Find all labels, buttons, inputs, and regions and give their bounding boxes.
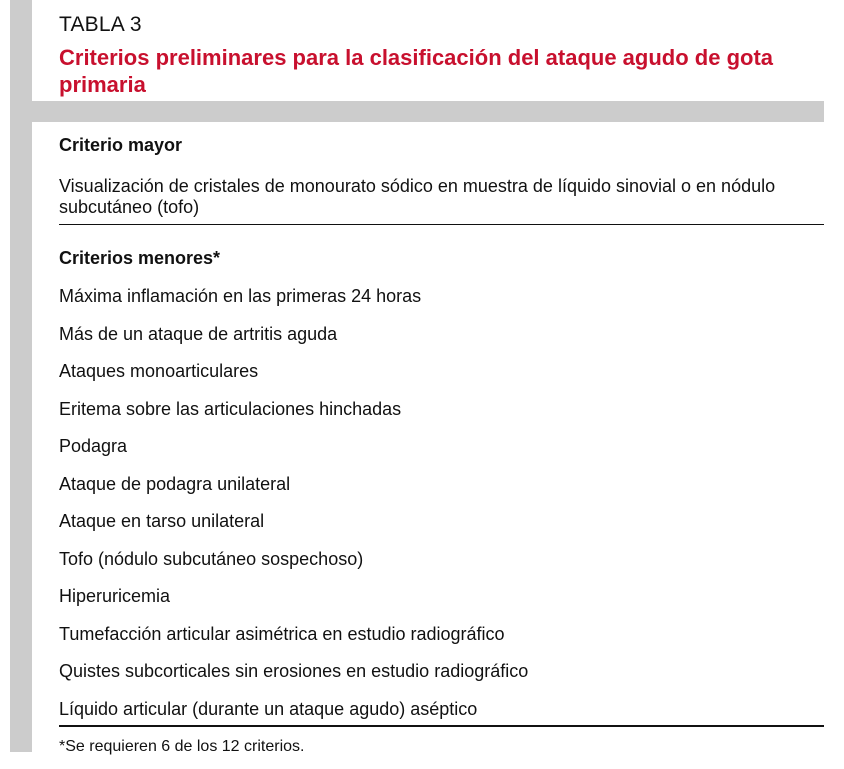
major-criterion-heading: Criterio mayor bbox=[59, 135, 183, 155]
minor-criterion-item: Eritema sobre las articulaciones hinchadas bbox=[59, 398, 402, 419]
minor-criterion-item: Ataques monoarticulares bbox=[59, 361, 259, 381]
minor-criterion-item: Tofo (nódulo subcutáneo sospechoso) bbox=[59, 548, 364, 569]
minor-criterion-item: Máxima inflamación en las primeras 24 horas bbox=[59, 286, 422, 306]
minor-criterion-item: Más de un ataque de artritis aguda bbox=[59, 323, 338, 344]
table-label: TABLA 3 bbox=[59, 13, 142, 36]
minor-criterion-item: Ataque en tarso unilateral bbox=[59, 511, 265, 531]
table-title: Criterios preliminares para la clasificación del ataque agudo de gota primaria bbox=[59, 45, 774, 97]
minor-criteria-list bbox=[59, 282, 528, 732]
minor-criteria-heading: Criterios menores* bbox=[59, 248, 221, 268]
table-bottom-rule bbox=[59, 725, 824, 727]
major-criterion-text: Visualización de cristales de monourato sódico en muestra de líquido sinovial o en nódulo subcutáneo (tofo) bbox=[59, 176, 776, 217]
minor-criterion-item: Líquido articular (durante un ataque agudo) aséptico bbox=[59, 698, 478, 719]
minor-criterion-item: Podagra bbox=[59, 436, 128, 456]
footnote: *Se requieren 6 de los 12 criterios. bbox=[59, 738, 305, 755]
minor-criterion-item: Hiperuricemia bbox=[59, 586, 171, 606]
header-band bbox=[10, 101, 824, 122]
minor-criterion-item: Quistes subcorticales sin erosiones en estudio radiográfico bbox=[59, 661, 529, 681]
minor-criterion-item: Tumefacción articular asimétrica en estudio radiográfico bbox=[59, 623, 505, 644]
section-divider bbox=[59, 224, 824, 225]
minor-criterion-item: Ataque de podagra unilateral bbox=[59, 473, 291, 494]
